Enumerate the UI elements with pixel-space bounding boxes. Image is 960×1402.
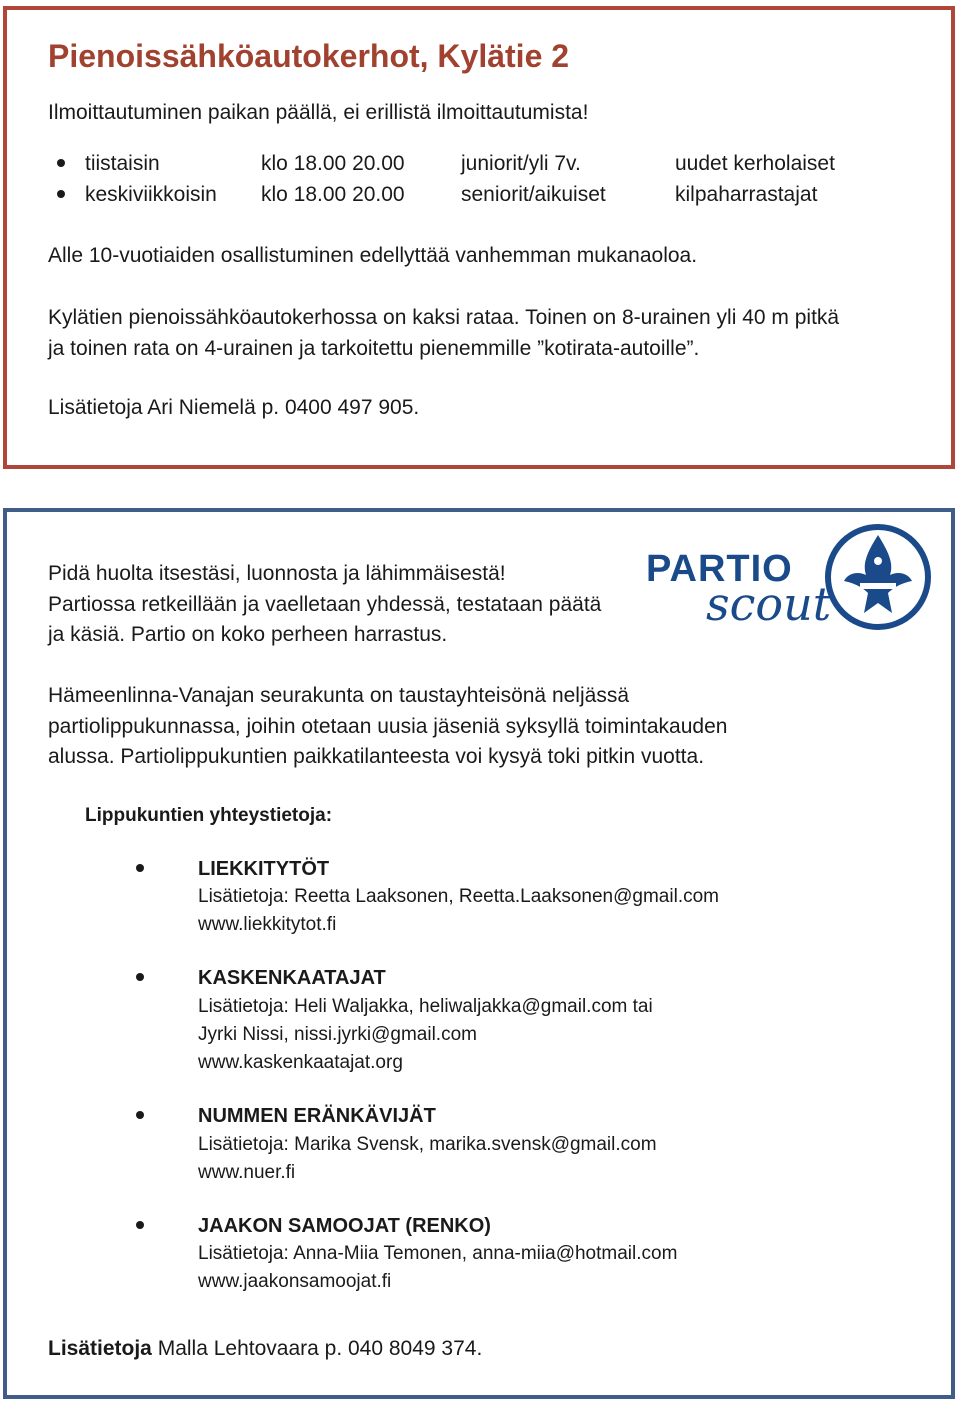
group-contact: Lisätietoja: Marika Svensk, marika.svensk@gmail.com bbox=[198, 1134, 657, 1155]
scout-intro-line3: ja käsiä. Partio on koko perheen harrastus. bbox=[48, 623, 448, 646]
bullet-icon bbox=[57, 190, 65, 198]
parish-text-line1: Hämeenlinna-Vanajan seurakunta on taustayhteisönä neljässä bbox=[48, 684, 629, 707]
footer-contact: Malla Lehtovaara p. 040 8049 374. bbox=[157, 1337, 483, 1360]
group-contact: Lisätietoja: Reetta Laaksonen, Reetta.Laaksonen@gmail.com bbox=[198, 886, 719, 907]
registration-notice: Ilmoittautuminen paikan päällä, ei erillistä ilmoittautumista! bbox=[48, 101, 589, 124]
parish-text-line3: alussa. Partiolippukuntien paikkatilanteesta voi kysyä toki pitkin vuotta. bbox=[48, 745, 705, 768]
age-note: Alle 10-vuotiaiden osallistuminen edellyttää vanhemman mukanaoloa. bbox=[48, 244, 698, 267]
logo-word-partio: PARTIO bbox=[646, 548, 793, 590]
bullet-icon bbox=[136, 864, 144, 872]
group-name: JAAKON SAMOOJAT (RENKO) bbox=[198, 1215, 491, 1237]
group-website: www.kaskenkaatajat.org bbox=[198, 1052, 403, 1073]
group-contact: Lisätietoja: Heli Waljakka, heliwaljakka@gmail.com tai bbox=[198, 996, 653, 1017]
tracks-text-line2: ja toinen rata on 4-urainen ja tarkoitettu pienemmille ”kotirata-autoille”. bbox=[48, 337, 700, 360]
group-name: LIEKKITYTÖT bbox=[198, 858, 330, 880]
bullet-icon bbox=[136, 1221, 144, 1229]
group-contact: Lisätietoja: Anna-Miia Temonen, anna-miia@hotmail.com bbox=[198, 1243, 678, 1264]
group-website: www.jaakonsamoojat.fi bbox=[198, 1271, 392, 1292]
scout-lily-emblem-icon bbox=[822, 521, 934, 633]
contacts-heading: Lippukuntien yhteystietoja: bbox=[85, 805, 333, 826]
bullet-icon bbox=[136, 973, 144, 981]
bullet-icon bbox=[57, 159, 65, 167]
group-name: KASKENKAATAJAT bbox=[198, 967, 386, 989]
group-name: NUMMEN ERÄNKÄVIJÄT bbox=[198, 1105, 436, 1127]
schedule-note: uudet kerholaiset bbox=[675, 152, 835, 175]
scout-footer bbox=[48, 1337, 482, 1361]
group-website: www.nuer.fi bbox=[198, 1162, 296, 1183]
footer-label: Lisätietoja bbox=[48, 1337, 152, 1360]
schedule-group: juniorit/yli 7v. bbox=[461, 152, 581, 175]
schedule-day: keskiviikkoisin bbox=[85, 183, 217, 206]
parish-text-line2: partiolippukunnassa, joihin otetaan uusia jäseniä syksyllä toimintakauden bbox=[48, 715, 728, 738]
schedule-time: klo 18.00 20.00 bbox=[261, 152, 405, 175]
car-club-title: Pienoissähköautokerhot, Kylätie 2 bbox=[48, 38, 570, 74]
tracks-text-line1: Kylätien pienoissähköautokerhossa on kaksi rataa. Toinen on 8-urainen yli 40 m pitkä bbox=[48, 306, 840, 329]
bullet-icon bbox=[136, 1111, 144, 1119]
schedule-group: seniorit/aikuiset bbox=[461, 183, 606, 206]
schedule-time: klo 18.00 20.00 bbox=[261, 183, 405, 206]
scout-intro-line2: Partiossa retkeillään ja vaelletaan yhdessä, testataan päätä bbox=[48, 593, 602, 616]
group-contact: Jyrki Nissi, nissi.jyrki@gmail.com bbox=[198, 1024, 477, 1045]
group-website: www.liekkitytot.fi bbox=[198, 914, 337, 935]
logo-word-scout: scout bbox=[706, 577, 832, 631]
schedule-day: tiistaisin bbox=[85, 152, 160, 175]
car-club-contact: Lisätietoja Ari Niemelä p. 0400 497 905. bbox=[48, 396, 420, 419]
schedule-note: kilpaharrastajat bbox=[675, 183, 818, 206]
scout-intro-line1: Pidä huolta itsestäsi, luonnosta ja lähimmäisestä! bbox=[48, 562, 506, 585]
